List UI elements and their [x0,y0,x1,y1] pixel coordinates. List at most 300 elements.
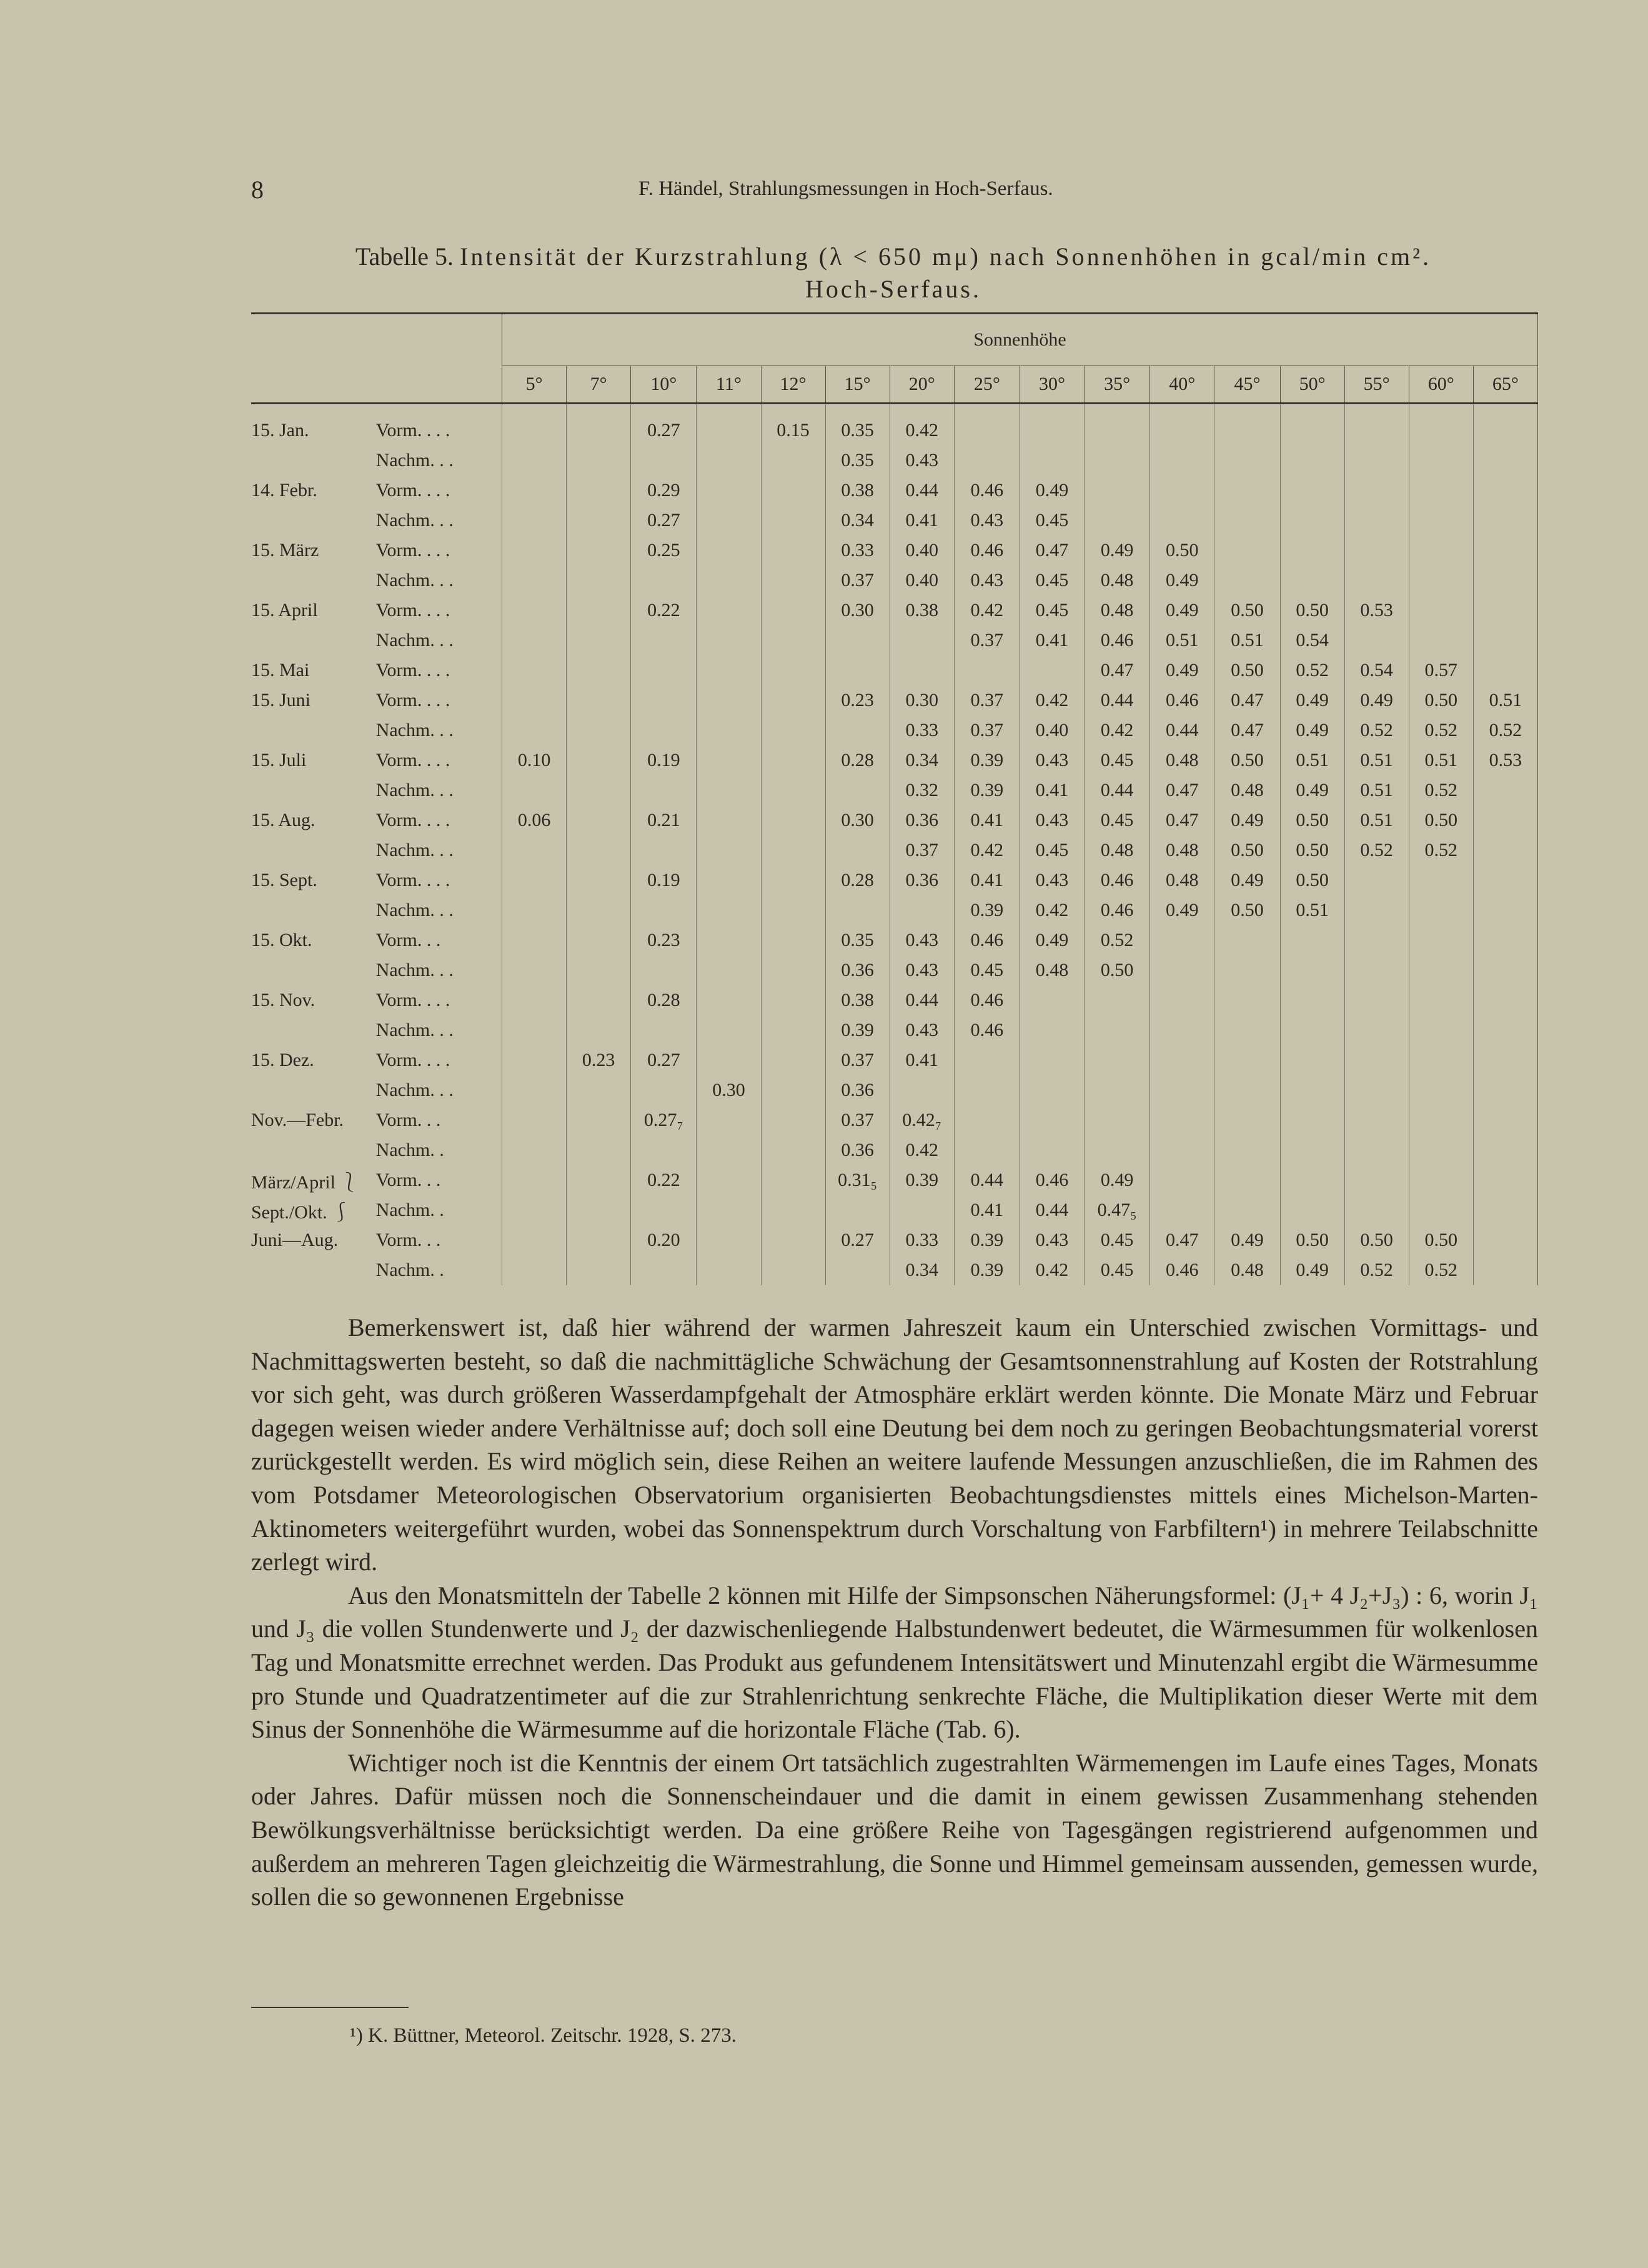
table-cell [1214,505,1280,535]
table-cell: 0.45 [1085,805,1150,835]
table-cell: 0.39 [954,895,1020,925]
table-cell [502,505,567,535]
row-month [251,715,376,745]
table-cell [1344,505,1409,535]
table-cell: 0.44 [890,475,954,505]
table-cell [1020,1045,1084,1075]
row-time: Nachm. . . [375,720,454,740]
table-cell [567,505,631,535]
table-cell [1150,1015,1214,1045]
table-cell: 0.47 [1214,685,1280,715]
table-cell [697,685,761,715]
table-row [251,1255,1538,1285]
table-cell: 0.52 [1344,1255,1409,1285]
table-cell: 0.50 [1409,1225,1473,1255]
table-cell [567,985,631,1015]
row-time: Vorm. . . [375,1170,441,1190]
table-cell: 0.22 [631,595,697,625]
table-label: Tabelle 5. [355,242,454,271]
table-cell [761,805,825,835]
table-cell [1020,404,1084,446]
table-cell: 0.50 [1409,685,1473,715]
table-cell [631,565,697,595]
table-cell: 0.53 [1344,595,1409,625]
angle-header: 20° [890,366,954,404]
table-cell: 0.43 [1020,1225,1084,1255]
table-cell [1020,655,1084,685]
table-cell [1409,1195,1473,1225]
table-cell: 0.44 [1020,1195,1084,1225]
table-cell [502,865,567,895]
row-time: Vorm. . . . [375,1050,450,1070]
running-head-title: F. Händel, Strahlungsmessungen in Hoch-Serfaus. [638,177,1053,200]
table-cell [1473,775,1537,805]
table-cell: 0.41 [1020,775,1084,805]
table-cell [697,715,761,745]
table-cell: 0.29 [631,475,697,505]
table-cell: 0.51 [1280,895,1344,925]
table-cell: 0.42 [1085,715,1150,745]
table-cell [567,865,631,895]
row-month: 15. April [251,600,318,620]
table-cell: 0.49 [1280,775,1344,805]
row-time: Vorm. . . [375,1230,441,1250]
angle-header: 40° [1150,366,1214,404]
table-cell: 0.47 [1020,535,1084,565]
table-cell [631,445,697,475]
table-cell [1473,505,1537,535]
table-cell: 0.19 [631,745,697,775]
table-cell [567,1105,631,1135]
table-cell: 0.35 [825,445,890,475]
table-cell: 0.41 [890,1045,954,1075]
table-cell: 0.52 [1085,925,1150,955]
table-cell [761,1015,825,1045]
table-cell [1344,1015,1409,1045]
table-cell [1150,1105,1214,1135]
table-cell [1150,985,1214,1015]
table-row [251,595,1538,625]
table-row [251,745,1538,775]
table-cell [697,1045,761,1075]
table-cell [1214,1165,1280,1195]
angle-header: 15° [825,366,890,404]
table-cell [761,715,825,745]
row-month: Nov.—Febr. [251,1110,344,1130]
table-cell [761,655,825,685]
table-cell [1409,1015,1473,1045]
table-row [251,835,1538,865]
table-cell [1085,404,1150,446]
table-cell [1344,565,1409,595]
table-cell [697,475,761,505]
table-cell [502,835,567,865]
table-row [251,925,1538,955]
table-cell [567,1225,631,1255]
table-cell [761,505,825,535]
table-cell [1214,445,1280,475]
table-cell [1150,1045,1214,1075]
table-cell [1344,865,1409,895]
table-cell [502,1015,567,1045]
table-cell: 0.45 [1085,745,1150,775]
table-cell [697,835,761,865]
table-row [251,895,1538,925]
table-cell [1280,1195,1344,1225]
table-cell [954,1045,1020,1075]
table-cell: 0.52 [1409,835,1473,865]
angle-header: 55° [1344,366,1409,404]
table-cell [761,685,825,715]
table-cell: 0.27₇ [631,1105,697,1135]
table-cell: 0.48 [1214,775,1280,805]
row-month: 15. Mai [251,660,310,680]
row-month: 15. Jan. [251,420,309,440]
table-cell: 0.50 [1214,655,1280,685]
table-title: Intensität der Kurzstrahlung (λ < 650 mμ) nach Sonnenhöhen in gcal/min cm². [460,242,1432,271]
table-cell: 0.48 [1085,595,1150,625]
table-cell [502,685,567,715]
row-month: 15. Sept. [251,870,317,890]
table-row [251,505,1538,535]
table-cell: 0.39 [954,1255,1020,1285]
table-cell: 0.39 [954,745,1020,775]
table-cell: 0.50 [1280,865,1344,895]
table-cell: 0.51 [1150,625,1214,655]
table-cell [697,925,761,955]
table-cell: 0.49 [1020,475,1084,505]
row-month: 15. Juni [251,690,311,710]
table-cell: 0.43 [954,565,1020,595]
table-cell [697,1015,761,1045]
table-cell [631,1255,697,1285]
row-time: Vorm. . . [375,930,441,950]
table-cell: 0.39 [954,1225,1020,1255]
table-cell [1280,475,1344,505]
table-cell: 0.31₅ [825,1165,890,1195]
table-cell [890,625,954,655]
table-cell [1020,1135,1084,1165]
table-cell [697,595,761,625]
table-cell [1150,1135,1214,1165]
table-cell [697,565,761,595]
row-time: Vorm. . . . [375,810,450,830]
table-cell [1280,404,1344,446]
table-row [251,985,1538,1015]
row-month: 15. Dez. [251,1050,314,1070]
table-cell [1214,1045,1280,1075]
table-cell: 0.27 [631,404,697,446]
table-cell [502,404,567,446]
table-cell [1214,1195,1280,1225]
table-cell [1214,925,1280,955]
table-cell [1214,475,1280,505]
table-cell: 0.52 [1409,715,1473,745]
table-cell: 0.37 [954,625,1020,655]
table-cell [1409,1135,1473,1165]
table-cell [1085,1105,1150,1135]
table-cell: 0.43 [954,505,1020,535]
table-cell: 0.47 [1085,655,1150,685]
table-cell: 0.51 [1214,625,1280,655]
table-cell [1409,565,1473,595]
table-cell: 0.57 [1409,655,1473,685]
table-cell: 0.45 [954,955,1020,985]
table-cell [697,955,761,985]
table-cell: 0.51 [1473,685,1537,715]
table-cell [1473,1195,1537,1225]
table-cell [502,1255,567,1285]
table-cell [1020,1075,1084,1105]
table-cell: 0.49 [1214,1225,1280,1255]
table-cell: 0.51 [1409,745,1473,775]
angle-header: 25° [954,366,1020,404]
table-cell [1473,865,1537,895]
table-cell [1280,535,1344,565]
table-cell [1473,1075,1537,1105]
table-cell: 0.48 [1214,1255,1280,1285]
table-cell: 0.34 [890,745,954,775]
table-cell: 0.48 [1150,745,1214,775]
table-cell [1214,404,1280,446]
table-cell [761,865,825,895]
table-cell [697,1105,761,1135]
table-cell [1473,655,1537,685]
table-cell: 0.32 [890,775,954,805]
table-cell: 0.46 [1020,1165,1084,1195]
table-cell: 0.50 [1085,955,1150,985]
table-cell [761,1195,825,1225]
table-cell: 0.47 [1150,1225,1214,1255]
table-cell [825,715,890,745]
table-row [251,1045,1538,1075]
row-time: Nachm. . . [375,900,454,920]
row-month [251,505,376,535]
table-cell: 0.28 [825,865,890,895]
table-cell [1344,1105,1409,1135]
table-cell [1280,565,1344,595]
row-time: Nachm. . [375,1140,444,1160]
row-month: 14. Febr. [251,480,317,500]
angle-header: 7° [567,366,631,404]
row-month [251,1015,376,1045]
table-cell: 0.37 [825,565,890,595]
table-cell [890,655,954,685]
angle-header: 35° [1085,366,1150,404]
running-head [251,175,1538,206]
table-cell [631,715,697,745]
table-cell [631,655,697,685]
angle-header: 30° [1020,366,1084,404]
table-cell: 0.46 [954,535,1020,565]
table-cell [1473,625,1537,655]
row-month [251,565,376,595]
table-cell: 0.38 [890,595,954,625]
table-cell: 0.50 [1214,745,1280,775]
group-header-sonnenhoehe: Sonnenhöhe [502,314,1538,366]
table-cell [954,445,1020,475]
angle-header: 11° [697,366,761,404]
table-row [251,1075,1538,1105]
row-time: Vorm. . . . [375,480,450,500]
table-cell: 0.27 [631,505,697,535]
table-cell [1409,595,1473,625]
table-cell [567,445,631,475]
table-cell: 0.49 [1085,535,1150,565]
table-cell: 0.44 [1150,715,1214,745]
table-cell: 0.42 [890,404,954,446]
angle-header: 10° [631,366,697,404]
table-cell [761,1135,825,1165]
table-cell: 0.42 [954,595,1020,625]
table-cell: 0.40 [1020,715,1084,745]
table-row [251,1105,1538,1135]
table-cell [1150,445,1214,475]
table-cell [761,925,825,955]
table-cell [697,404,761,446]
table-row [251,404,1538,446]
table-cell [631,835,697,865]
table-cell [1344,445,1409,475]
table-cell: 0.50 [1214,835,1280,865]
row-time: Vorm. . . [375,1110,441,1130]
table-cell [1473,1045,1537,1075]
table-cell [1344,985,1409,1015]
table-cell [1150,925,1214,955]
table-cell [502,655,567,685]
table-cell [1344,625,1409,655]
table-cell: 0.45 [1020,835,1084,865]
table-cell [567,745,631,775]
table-cell [697,1135,761,1165]
table-cell: 0.49 [1344,685,1409,715]
table-cell [567,1195,631,1225]
table-cell: 0.41 [954,865,1020,895]
row-time: Nachm. . [375,1260,444,1280]
table-cell [761,745,825,775]
row-month [251,1075,376,1105]
table-cell [631,895,697,925]
table-cell [1409,475,1473,505]
table-cell: 0.46 [954,1015,1020,1045]
table-cell [761,625,825,655]
table-cell [1085,1135,1150,1165]
table-cell: 0.46 [1150,685,1214,715]
table-cell: 0.36 [825,955,890,985]
table-cell [502,445,567,475]
table-cell: 0.48 [1150,865,1214,895]
table-cell: 0.50 [1214,895,1280,925]
table-cell: 0.36 [890,865,954,895]
table-cell: 0.42 [1020,1255,1084,1285]
table-cell: 0.28 [631,985,697,1015]
table-cell [697,445,761,475]
table-cell: 0.49 [1280,1255,1344,1285]
table-cell [1409,865,1473,895]
table-cell: 0.47 [1150,775,1214,805]
table-cell: 0.49 [1150,895,1214,925]
row-month [251,445,376,475]
table-cell: 0.37 [954,685,1020,715]
table-cell [954,404,1020,446]
table-row [251,445,1538,475]
table-cell [1085,505,1150,535]
table-cell: 0.43 [890,925,954,955]
table-cell [697,505,761,535]
table-cell: 0.41 [954,805,1020,835]
table-cell [1214,985,1280,1015]
table-cell: 0.45 [1020,565,1084,595]
row-month [251,1255,376,1285]
table-cell [954,1105,1020,1135]
table-cell: 0.41 [1020,625,1084,655]
table-cell [567,1255,631,1285]
table-cell [697,985,761,1015]
table-cell: 0.42 [954,835,1020,865]
table-row [251,655,1538,685]
table-cell [567,685,631,715]
row-time: Vorm. . . . [375,990,450,1010]
table-cell: 0.49 [1214,865,1280,895]
table-cell [1085,1045,1150,1075]
table-row [251,775,1538,805]
table-cell [1473,1255,1537,1285]
table-row [251,565,1538,595]
table-cell [1020,445,1084,475]
table-cell [631,1075,697,1105]
table-cell: 0.51 [1344,805,1409,835]
row-time: Nachm. . [375,1200,444,1220]
table-cell [761,895,825,925]
row-month: 15. Juli [251,750,307,770]
table-cell [825,1195,890,1225]
table-cell [761,1075,825,1105]
table-cell: 0.50 [1150,535,1214,565]
table-cell [1150,1075,1214,1105]
table-cell [502,1225,567,1255]
table-cell: 0.15 [761,404,825,446]
table-cell: 0.43 [1020,865,1084,895]
row-month [251,625,376,655]
table-cell: 0.21 [631,805,697,835]
table-row [251,1015,1538,1045]
table-cell: 0.41 [954,1195,1020,1225]
table-cell [502,715,567,745]
table-cell [502,1165,567,1195]
table-cell [502,625,567,655]
row-month: 15. Okt. [251,930,312,950]
table-cell [697,745,761,775]
table-cell [1020,1105,1084,1135]
table-cell [631,1195,697,1225]
table-cell: 0.45 [1020,595,1084,625]
table-cell: 0.36 [825,1135,890,1165]
table-cell [761,535,825,565]
table-cell: 0.42 [1020,895,1084,925]
table-cell [890,1195,954,1225]
table-cell [1214,535,1280,565]
table-cell [1085,475,1150,505]
table-cell: 0.49 [1020,925,1084,955]
table-row [251,535,1538,565]
table-cell [761,595,825,625]
table-cell [1020,985,1084,1015]
table-cell [890,1075,954,1105]
page-number: 8 [251,176,264,204]
intensity-table [251,312,1538,1285]
table-cell: 0.43 [890,445,954,475]
table-cell [697,895,761,925]
